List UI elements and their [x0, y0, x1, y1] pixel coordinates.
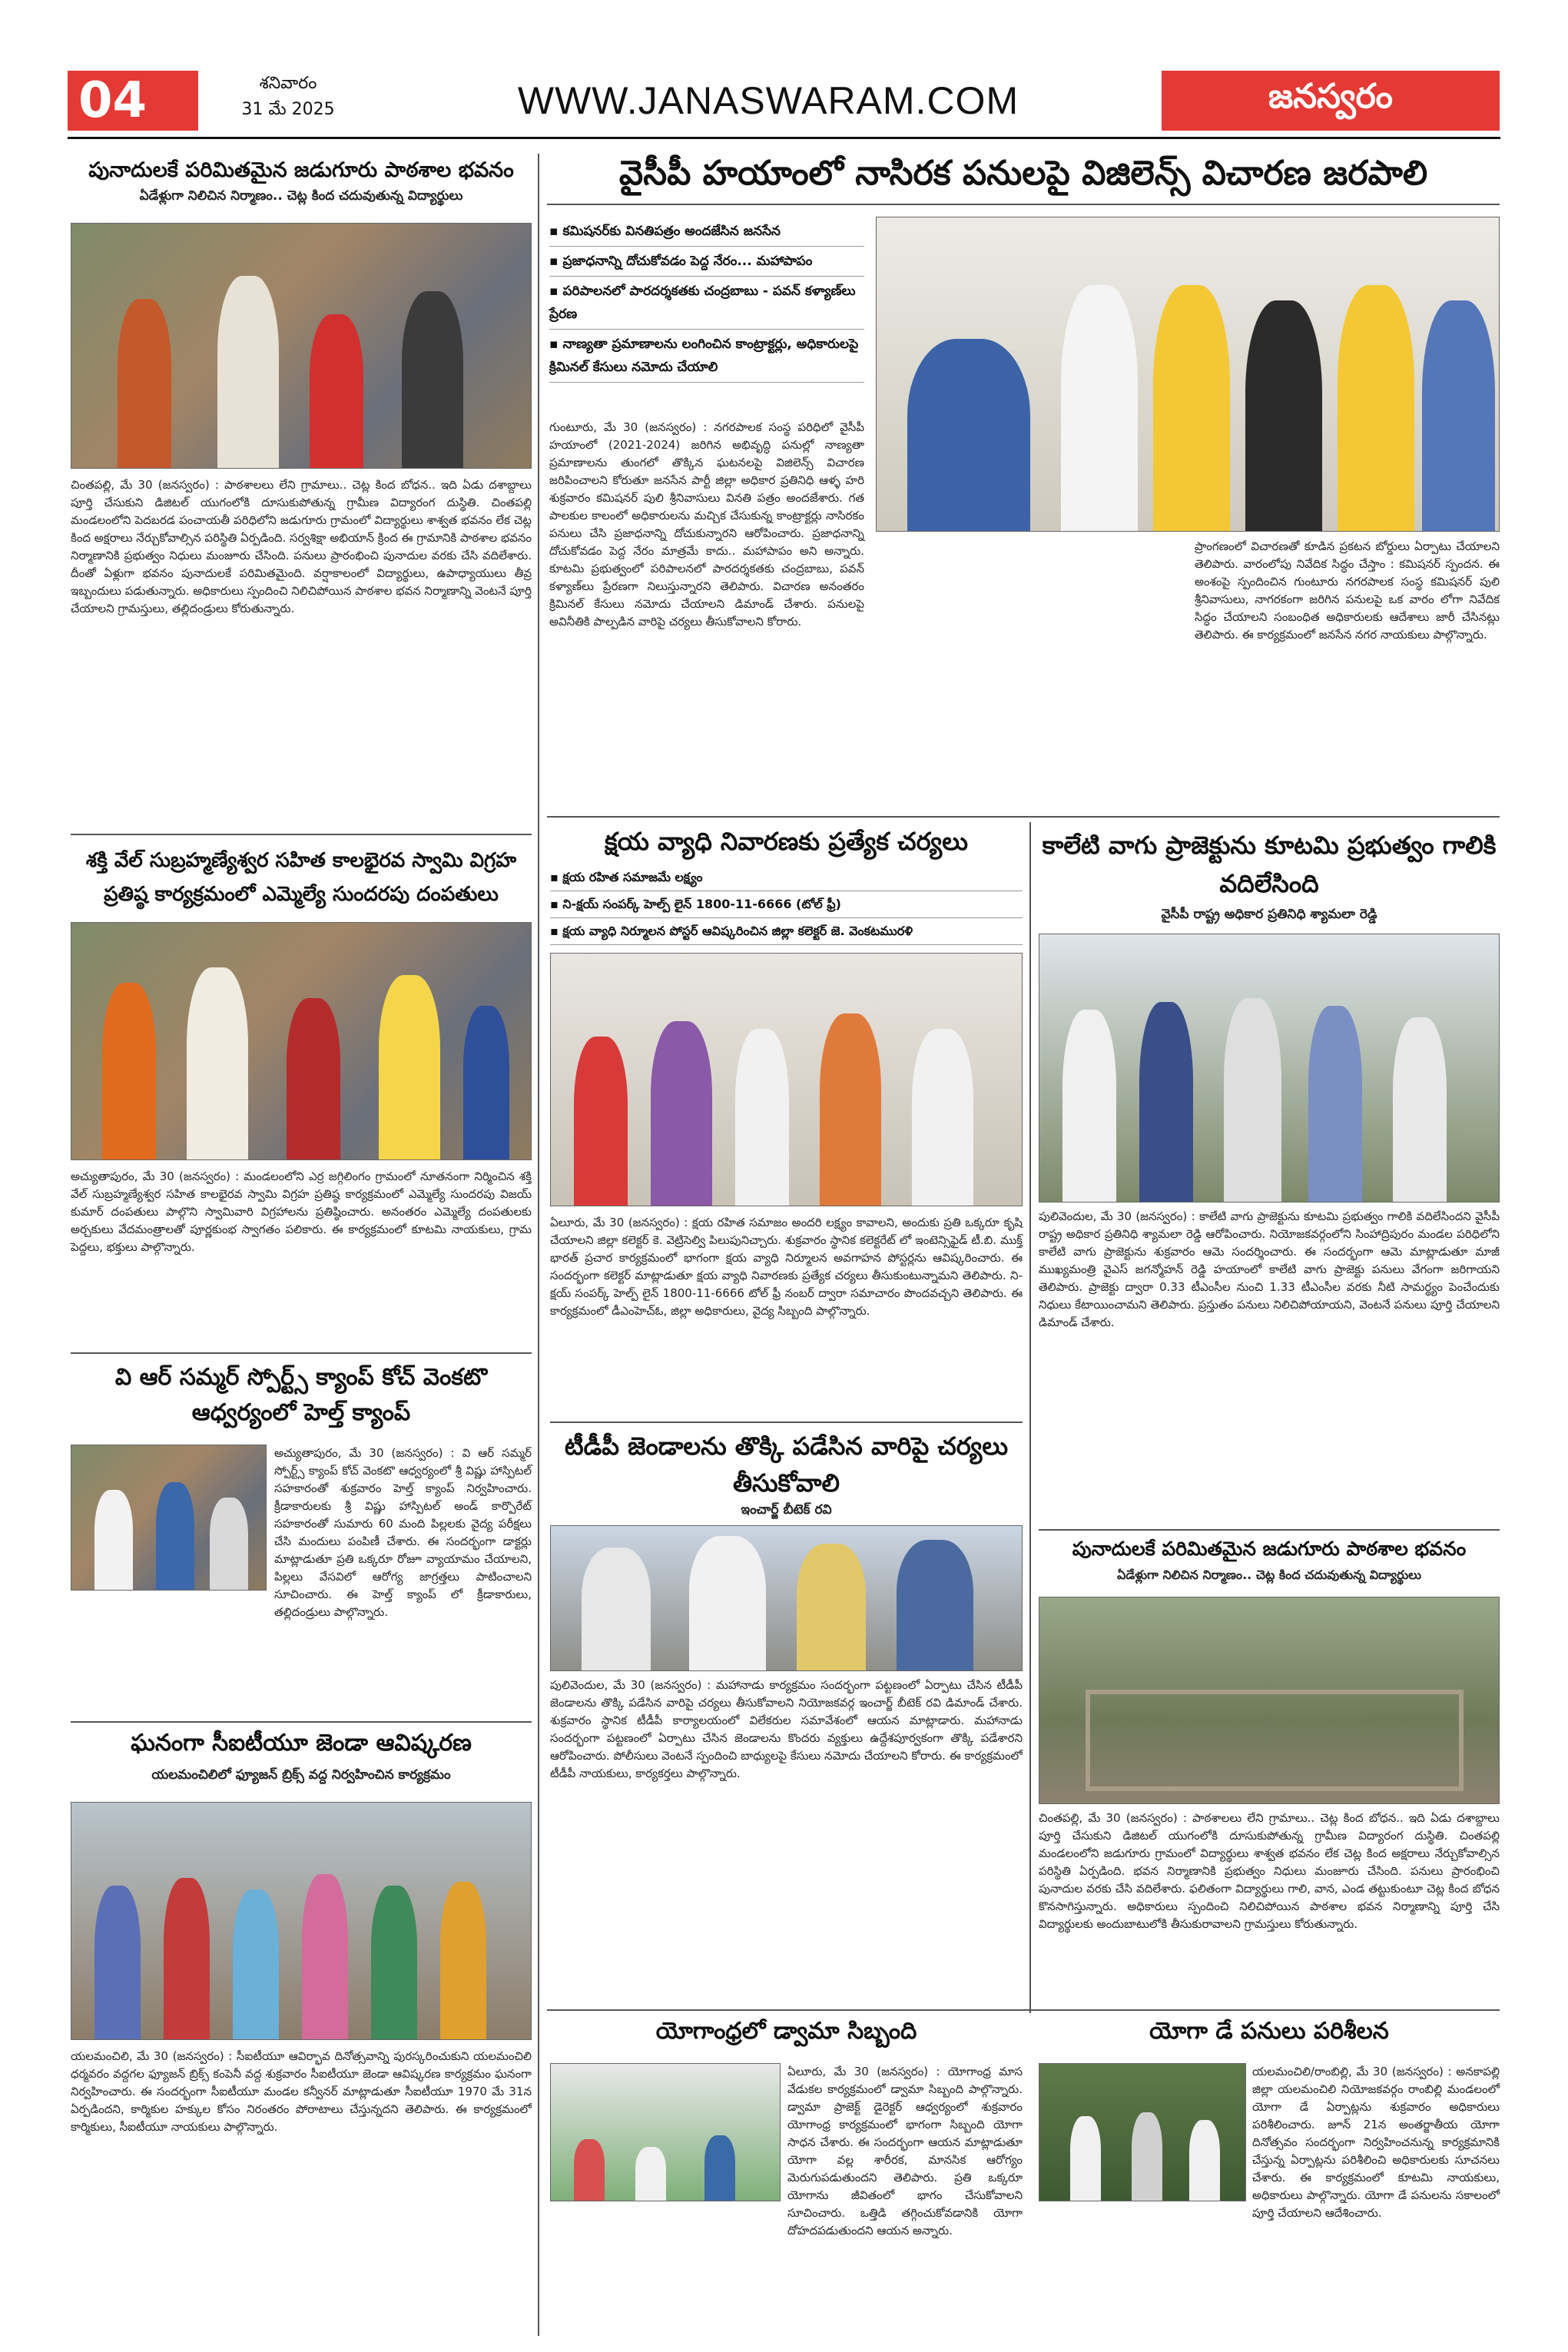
divider [547, 2009, 1500, 2011]
school-right-subhead: ఏడేళ్లుగా నిలిచిన నిర్మాణం.. చెట్ల కింద చదువుతున్న విద్యార్థులు [1117, 1567, 1421, 1582]
tb-body: ఏలూరు, మే 30 (జనస్వరం) : క్షయ రహిత సమాజం అందరి లక్ష్యం కావాలని, అందుకు ప్రతి ఒక్కరూ కృషి చేయాలని జిల్లా కలెక్టర్ కె. వెట్రిసెల్వి పిలుపునిచ్చారు. శుక్రవారం స్థానిక కలెక్టరేట్ లో ఇంటెన్సిఫైడ్ టీ.బి. ముక్త్ భారత్ ప్రచార కార్యక్రమంలో భాగంగా క్షయ వ్యాధి నిర్మూలన అవగాహన పోస్టర్లను ఆవిష్కరించారు. ఈ సందర్భంగా కలెక్టర్ మాట్లాడుతూ క్షయ వ్యాధి నివారణకు ప్రత్యేక చర్యలు తీసుకుంటున్నామని తెలిపారు. ని-క్షయ్ సంపర్క్ హెల్ప్ లైన్ 1800-11-6666 టోల్ ఫ్రీ నంబర్ ద్వారా సమాచారం పొందవచ్చని తెలిపారు. ఈ కార్యక్రమంలో డీఎంహెచ్ఓ, జిల్లా అధికారులు, వైద్య సిబ్బంది పాల్గొన్నారు. [550, 1216, 1023, 1318]
edition-date-text: 31 మే 2025 [241, 100, 335, 119]
tdp-subhead: ఇంచార్జ్ బీటెక్ రవి [741, 1502, 832, 1518]
school-left-body: చింతపల్లి, మే 30 (జనస్వరం) : పాఠశాలలు లేని గ్రామాలు.. చెట్ల కింద బోధన.. ఇది ఏడు దశాబ్దాలు పూర్తి చేసుకుని డిజిటల్ యుగంలోకి దూసుకుపోతున్న గ్రామీణ విద్యారంగ దుస్థితి. చింతపల్లి మండలంలోని పెదబరడ పంచాయతీ పరిధిలోని జడుగూరు గ్రామంలో విద్యార్థులు శాశ్వత భవనం లేక చెట్ల కింద అక్షరాలు నేర్చుకోవాల్సిన పరిస్థితి ఏర్పడింది. సర్వశిక్షా అభియాన్ క్రింద ఈ గ్రామానికి పాఠశాల భవనం నిర్మాణానికి ప్రభుత్వం నిధులు మంజూరు చేసింది. పనులు ప్రారంభించి పునాదుల వరకు చేసి వదిలేశారు. దీంతో ఏళ్లుగా భవనం పునాదులకే పరిమితమైంది. వర్షాకాలంలో విద్యార్థులు, ఉపాధ్యాయులు తీవ్ర ఇబ్బందులు పడుతున్నారు. అధికారులు స్పందించి నిలిచిపోయిన పాఠశాల భవన నిర్మాణాన్ని వెంటనే పూర్తి చేయాలని గ్రామస్తులు, తల్లిదండ్రులు కోరుతున్నారు. [71, 478, 532, 615]
yoga-andhra-body: ఏలూరు, మే 30 (జనస్వరం) : యోగాంధ్ర మాస వేడుకల కార్యక్రమంలో డ్వామా సిబ్బంది పాల్గొన్నారు. డ్వామా ప్రాజెక్ట్ డైరెక్టర్ ఆధ్వర్యంలో శుక్రవారం యోగాంధ్ర కార్యక్రమంలో భాగంగా సిబ్బంది యోగా సాధన చేశారు. ఈ సందర్భంగా ఆయన మాట్లాడుతూ యోగా వల్ల శారీరక, మానసిక ఆరోగ్యం మెరుగుపడుతుందని తెలిపారు. ప్రతి ఒక్కరూ యోగాను జీవితంలో భాగం చేసుకోవాలని సూచించారు. ఒత్తిడి తగ్గించుకోవడానికి యోగా దోహదపడుతుందని ఆయన అన్నారు. [787, 2065, 1023, 2238]
page-number: 04 [68, 71, 198, 131]
vr-summer-photo [71, 1445, 267, 1591]
brand-logo: జనస్వరం [1162, 71, 1500, 131]
tb-bullet: ▪ క్షయ రహిత సమాజమే లక్ష్యం [550, 864, 1023, 891]
tb-headline: క్షయ వ్యాధి నివారణకు ప్రత్యేక చర్యలు [605, 827, 968, 856]
ysrcp-headline: వైసీపీ హయాంలో నాసిరక పనులపై విజిలెన్స్ విచారణ జరపాలి [618, 154, 1428, 193]
shakti-vel-headline: శక్తి వేల్ సుబ్రహ్మణ్యేశ్వర సహిత కాలభైరవ స్వామి విగ్రహ ప్రతిష్ఠ కార్యక్రమంలో ఎమ్మెల్యే సుందరపు దంపతులు [85, 849, 517, 906]
vr-summer-body-continued [71, 1594, 532, 1710]
school-right-body: చింతపల్లి, మే 30 (జనస్వరం) : పాఠశాలలు లేని గ్రామాలు.. చెట్ల కింద బోధన.. ఇది ఏడు దశాబ్దాలు పూర్తి చేసుకుని డిజిటల్ యుగంలోకి దూసుకుపోతున్న గ్రామీణ విద్యారంగ దుస్థితి. చింతపల్లి మండలంలోని జడుగూరు గ్రామంలో విద్యార్థులు శాశ్వత భవనం లేక చెట్ల కింద అక్షరాలు నేర్చుకోవాల్సిన పరిస్థితి ఏర్పడింది. భవన నిర్మాణానికి ప్రభుత్వం నిధులు మంజూరు చేసింది. పనులు ప్రారంభించి పునాదుల వరకు చేసి వదిలేశారు. ఫలితంగా విద్యార్థులు గాలి, వాన, ఎండ తట్టుకుంటూ చెట్ల కింద బోధన కొనసాగిస్తున్నారు. అధికారులు స్పందించి నిలిచిపోయిన పాఠశాల భవన నిర్మాణాన్ని పూర్తి చేసి విద్యార్థులకు అందుబాటులోకి తీసుకురావాలని గ్రామస్తులు కోరుతున్నారు. [1039, 1811, 1500, 1931]
kaleti-body: పులివెందుల, మే 30 (జనస్వరం) : కాలేటి వాగు ప్రాజెక్టును కూటమి ప్రభుత్వం గాలికి వదిలేసిందని వైసీపీ రాష్ట్ర అధికార ప్రతినిధి శ్యామలా రెడ్డి ఆరోపించారు. నియోజకవర్గంలోని సింహాద్రిపురం మండల పరిధిలోని కాలేటి వాగు ప్రాజెక్టును శుక్రవారం ఆమె సందర్శించారు. ఈ సందర్భంగా ఆమె మాట్లాడుతూ మాజీ ముఖ్యమంత్రి వైఎస్ జగన్మోహన్ రెడ్డి హయాంలో కాలేటి వాగు ప్రాజెక్టు పనులు వేగంగా జరిగాయని తెలిపారు. ప్రాజెక్టు ద్వారా 0.33 టీఎంసీల నుంచి 1.33 టీఎంసీల వరకు నీటి సామర్థ్యం పెంచేందుకు నిధులు కేటాయించామని తెలిపారు. ప్రస్తుతం పనులు నిలిచిపోయాయని, వెంటనే పనులు పూర్తి చేయాలని డిమాండ్ చేశారు. [1039, 1209, 1500, 1329]
divider [547, 204, 1500, 205]
ysrcp-bullet: ▪ ప్రజాధనాన్ని దోచుకోవడం పెద్ద నేరం... మహాపాపం [549, 247, 864, 277]
yoga-day-headline: యోగా డే పనులు పరిశీలన [1149, 2018, 1389, 2045]
school-right-headline: పునాదులకే పరిమితమైన జడుగూరు పాఠశాల భవనం [1072, 1538, 1467, 1560]
citu-photo [71, 1802, 532, 2040]
kaleti-photo [1039, 934, 1500, 1203]
ysrcp-bullets [549, 217, 864, 383]
tb-bullets [550, 864, 1023, 945]
ysrcp-body: గుంటూరు, మే 30 (జనస్వరం) : నగరపాలక సంస్థ పరిధిలో వైసీపీ హయాంలో (2021-2024) జరిగిన అభివృద్ధి పనుల్లో నాణ్యతా ప్రమాణాలను తుంగలో తొక్కిన ఘటనలపై విజిలెన్స్ విచారణ జరిపించాలని కోరుతూ జనసేన పార్టీ జిల్లా అధికార ప్రతినిధి ఆళ్ళ హరి శుక్రవారం కమిషనర్ పులి శ్రీనివాసులు వినతి పత్రం అందజేశారు. గత పాలకుల కాలంలో అధికారులను మచ్చిక చేసుకున్న కాంట్రాక్టర్లు నాసిరకం పనులు చేసి ప్రజాధనాన్ని దోచుకున్నారని ఆరోపించారు. ప్రజాధనాన్ని దోచుకోవడం పెద్ద నేరం మాత్రమే కాదు.. మహాపాపం అని అన్నారు. కూటమి ప్రభుత్వంలో పరిపాలనలో పారదర్శకతకు చంద్రబాబు, పవన్ కళ్యాణ్‌లు ప్రేరణగా నిలుస్తున్నారని తెలిపారు. విచారణ అనంతరం క్రిమినల్ కేసులు నమోదు చేయాలని డిమాండ్ చేశారు. పనులపై అవినీతికి పాల్పడిన వారిపై చర్యలు తీసుకోవాలని కోరారు. [549, 420, 864, 629]
yoga-day-photo [1039, 2063, 1246, 2201]
vr-summer-headline: వి ఆర్ సమ్మర్ స్పోర్ట్స్ క్యాంప్ కోచ్ వెంకటొ ఆధ్వర్యంలో హెల్త్ క్యాంప్ [114, 1364, 488, 1426]
divider [547, 816, 1500, 818]
school-left-subhead: ఏడేళ్లుగా నిలిచిన నిర్మాణం.. చెట్ల కింద చదువుతున్న విద్యార్థులు [139, 188, 463, 204]
school-left-headline: పునాదులకే పరిమితమైన జడుగూరు పాఠశాల భవనం [88, 158, 514, 182]
divider [550, 1421, 1023, 1423]
divider [71, 1721, 532, 1723]
citu-body: యలమంచిలి, మే 30 (జనస్వరం) : సీఐటీయూ ఆవిర్భావ దినోత్సవాన్ని పురస్కరించుకుని యలమంచిలి ధర్మవరం వద్దగల ఫ్యూజన్ బ్రిక్స్ కంపెనీ వద్ద శుక్రవారం సీఐటీయూ జెండా ఆవిష్కరణ కార్యక్రమం ఘనంగా నిర్వహించారు. ఈ సందర్భంగా సీఐటీయూ మండల కన్వీనర్ మాట్లాడుతూ సీఐటీయూ 1970 మే 31న ఏర్పడిందని, కార్మికుల హక్కుల కోసం నిరంతరం పోరాటాలు చేస్తున్నదని తెలిపారు. ఈ కార్యక్రమంలో కార్మికులు, సీఐటీయూ నాయకులు పాల్గొన్నారు. [71, 2049, 532, 2134]
ysrcp-bullet: ▪ కమిషనర్‌కు వినతిపత్రం అందజేసిన జనసేన [549, 217, 864, 247]
edition-day: శనివారం [259, 74, 317, 93]
yoga-andhra-photo [550, 2063, 781, 2201]
school-right-photo [1039, 1597, 1500, 1804]
tb-bullet: ▪ క్షయ వ్యాధి నిర్మూలన పోస్టర్ ఆవిష్కరించిన జిల్లా కలెక్టర్ జె. వెంకటమురళి [550, 918, 1023, 945]
tdp-photo [550, 1525, 1023, 1671]
yoga-andhra-headline: యోగాంధ్రలో డ్వామా సిబ్బంది [655, 2018, 917, 2045]
ysrcp-body-col2 [876, 538, 1183, 807]
kaleti-subhead: వైసీపీ రాష్ట్ర అధికార ప్రతినిధి శ్యామలా రెడ్డి [1161, 907, 1377, 922]
ysrcp-photo [876, 217, 1500, 532]
ysrcp-body-col3: ప్రాంగణంలో విచారణతో కూడిన ప్రకటన బోర్డులు ఏర్పాటు చేయాలని తెలిపారు. వారంలోపు నివేదిక సిద్ధం చేస్తాం : కమిషనర్ స్పందన. ఈ అంశంపై స్పందించిన గుంటూరు నగరపాలక సంస్థ కమిషనర్ పులి శ్రీనివాసులు, నాగరకంగా జరిగిన పనులపై ఒక వారం లోగా నివేదిక సిద్ధం చేయాలని సంబంధిత అధికారులకు ఆదేశాలు జారీ చేసినట్లు తెలిపారు. ఈ కార్యక్రమంలో జనసేన నగర నాయకులు పాల్గొన్నారు. [1195, 539, 1500, 642]
tdp-headline: టీడీపీ జెండాలను తొక్కి పడేసిన వారిపై చర్యలు తీసుకోవాలి [564, 1431, 1009, 1498]
shakti-vel-body: అచ్యుతాపురం, మే 30 (జనస్వరం) : మండలంలోని ఎర్ర జగ్గిలింగం గ్రామంలో నూతనంగా నిర్మించిన శక్తి వేల్ సుబ్రహ్మణ్యేశ్వర సహిత కాలభైరవ స్వామి విగ్రహ ప్రతిష్ఠ కార్యక్రమంలో ఎమ్మెల్యే సుందరపు విజయ్ కుమార్ దంపతులు పాల్గొని స్వామివారి విగ్రహాలను ప్రతిష్ఠించారు. అనంతరం ఎమ్మెల్యే దంపతులకు అర్చకులు వేదమంత్రాలతో పూర్ణకుంభ స్వాగతం పలికారు. ఈ కార్యక్రమంలో కూటమి నాయకులు, గ్రామ పెద్దలు, భక్తులు పాల్గొన్నారు. [71, 1169, 532, 1254]
yoga-day-body: యలమంచిలి/రాంబిల్లి, మే 30 (జనస్వరం) : అనకాపల్లి జిల్లా యలమంచిలి నియోజకవర్గం రాంబిల్లి మండలంలో యోగా డే ఏర్పాట్లను శుక్రవారం అధికారులు పరిశీలించారు. జూన్ 21న అంతర్జాతీయ యోగా దినోత్సవం సందర్భంగా నిర్వహించనున్న కార్యక్రమానికి చేస్తున్న ఏర్పాట్లను పరిశీలించి అధికారులకు సూచనలు చేశారు. ఈ కార్యక్రమంలో కూటమి నాయకులు, అధికారులు పాల్గొన్నారు. యోగా డే పనులను సకాలంలో పూర్తి చేయాలని ఆదేశించారు. [1252, 2065, 1500, 2220]
site-url[interactable]: WWW.JANASWARAM.COM [517, 79, 1019, 122]
shakti-vel-photo [71, 922, 532, 1160]
divider [71, 1352, 532, 1354]
tdp-body: పులివెందుల, మే 30 (జనస్వరం) : మహానాడు కార్యక్రమం సందర్భంగా పట్టణంలో ఏర్పాటు చేసిన టీడీపీ జెండాలను తొక్కి పడేసిన వారిపై చర్యలు తీసుకోవాలని నియోజకవర్గ ఇంచార్జ్ బీటెక్ రవి డిమాండ్ చేశారు. శుక్రవారం స్థానిక టీడీపీ కార్యాలయంలో విలేకరుల సమావేశంలో ఆయన మాట్లాడారు. మహానాడు సందర్భంగా పట్టణంలో ఏర్పాటు చేసిన జెండాలను కొందరు వ్యక్తులు ఉద్దేశపూర్వకంగా తొక్కి పడేశారని ఆరోపించారు. పోలీసులు వెంటనే స్పందించి బాధ్యులపై కేసులు నమోదు చేయాలని కోరారు. ఈ కార్యక్రమంలో టీడీపీ నాయకులు, కార్యకర్తలు పాల్గొన్నారు. [550, 1678, 1023, 1780]
citu-subhead: యలమంచిలిలో ఫ్యూజన్ బ్రిక్స్ వద్ద నిర్వహించిన కార్యక్రమం [151, 1767, 451, 1783]
divider [71, 834, 532, 835]
school-left-photo [71, 223, 532, 469]
column-divider-1 [538, 154, 539, 2336]
column-divider-2 [1029, 822, 1031, 2013]
citu-headline: ఘనంగా సీఐటీయూ జెండా ఆవిష్కరణ [131, 1730, 472, 1757]
kaleti-headline: కాలేటి వాగు ప్రాజెక్టును కూటమి ప్రభుత్వం గాలికి వదిలేసింది [1042, 831, 1497, 898]
tb-bullet: ▪ ని-క్షయ్ సంపర్క్ హెల్ప్ లైన్ 1800-11-6666 (టోల్ ఫ్రీ) [550, 891, 1023, 918]
masthead-rule [68, 137, 1500, 139]
tb-photo [550, 953, 1023, 1206]
vr-summer-body: అచ్యుతాపురం, మే 30 (జనస్వరం) : వి ఆర్ సమ్మర్ స్పోర్ట్స్ క్యాంప్ కోచ్ వెంకటొ ఆధ్వర్యంలో శ్రీ విష్ణు హాస్పిటల్ సహకారంతో శుక్రవారం హెల్త్ క్యాంప్ నిర్వహించారు. క్రీడాకారులకు శ్రీ విష్ణు హాస్పిటల్ అండ్ కార్పొరేట్ సహకారంతో సుమారు 60 మంది పిల్లలకు వైద్య పరీక్షలు చేసి మందులు పంపిణీ చేశారు. ఈ సందర్భంగా డాక్టర్లు మాట్లాడుతూ ప్రతి ఒక్కరూ రోజూ వ్యాయామం చేయాలని, పిల్లలు వేసవిలో ఆరోగ్య జాగ్రత్తలు పాటించాలని సూచించారు. ఈ హెల్త్ క్యాంప్ లో క్రీడాకారులు, తల్లిదండ్రులు పాల్గొన్నారు. [274, 1446, 532, 1619]
ysrcp-bullet: ▪ నాణ్యతా ప్రమాణాలను లంగించిన కాంట్రాక్టర్లు, అధికారులపై క్రిమినల్ కేసులు నమోదు చేయాలి [549, 330, 864, 383]
ysrcp-bullet: ▪ పరిపాలనలో పారదర్శకతకు చంద్రబాబు - పవన్ కళ్యాణ్‌లు ప్రేరణ [549, 277, 864, 330]
edition-date [223, 71, 353, 131]
divider [1039, 1529, 1500, 1531]
